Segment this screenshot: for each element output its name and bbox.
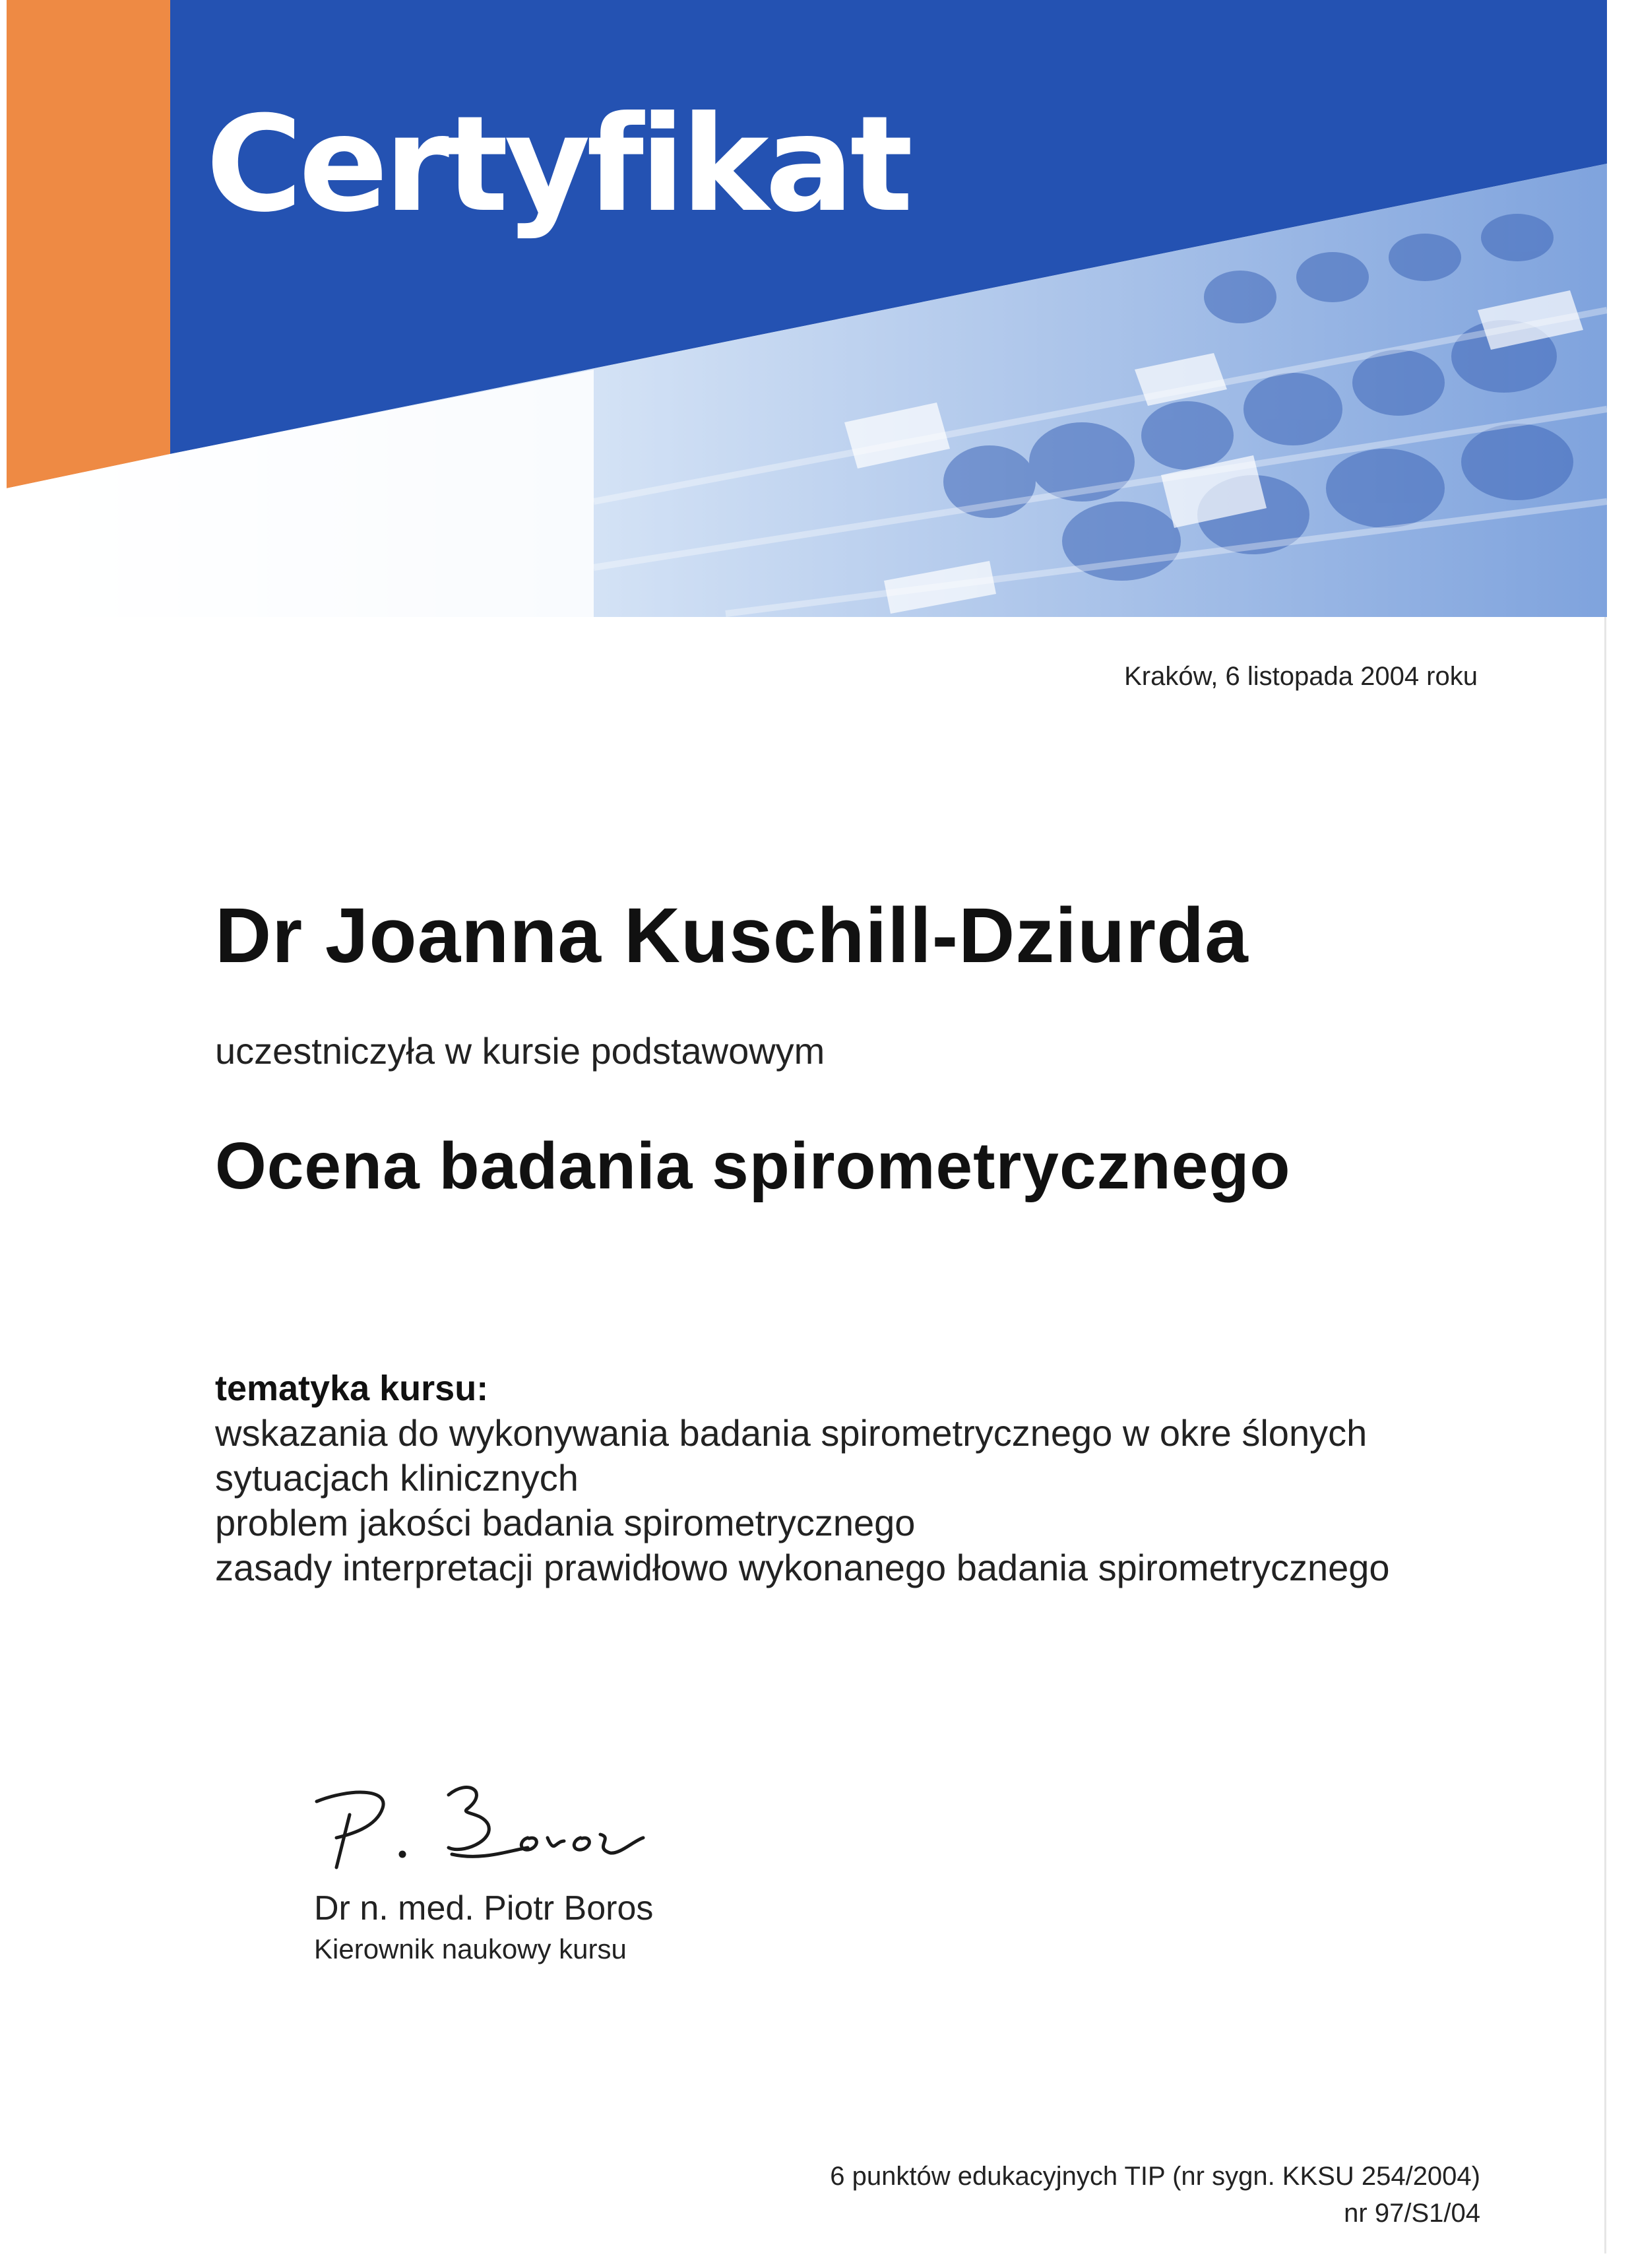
footer-info: [830, 2158, 1480, 2232]
recipient-name: Dr Joanna Kuschill-Dziurda: [215, 892, 1249, 979]
orange-stripe: [7, 0, 170, 488]
education-points: 6 punktów edukacyjnych TIP (nr sygn. KKSU 254/2004): [830, 2162, 1480, 2191]
topics-heading: tematyka kursu:: [215, 1369, 489, 1408]
certificate-number: nr 97/S1/04: [1344, 2199, 1480, 2228]
place-and-date: Kraków, 6 listopada 2004 roku: [1124, 662, 1478, 691]
signer-role: Kierownik naukowy kursu: [314, 1933, 627, 1964]
course-title: Ocena badania spirometrycznego: [215, 1129, 1291, 1203]
participation-statement: uczestniczyła w kursie podstawowym: [215, 1030, 825, 1072]
certificate-header-banner: [0, 0, 1607, 617]
page-edge: [1604, 617, 1606, 2253]
topic-item: zasady interpretacji prawidłowo wykonanego badania spirometrycznego: [215, 1547, 1390, 1588]
handwritten-signature: [310, 1775, 679, 1881]
topic-item: wskazania do wykonywania badania spirometrycznego w okre ślonych: [215, 1412, 1368, 1454]
certificate-title: Certyfikat: [206, 88, 910, 242]
course-topics: [215, 1366, 1534, 1590]
signer-name: Dr n. med. Piotr Boros: [314, 1889, 654, 1928]
topics-list: [215, 1411, 1534, 1590]
topic-item: sytuacjach klinicznych: [215, 1457, 579, 1499]
topic-item: problem jakości badania spirometrycznego: [215, 1502, 916, 1543]
